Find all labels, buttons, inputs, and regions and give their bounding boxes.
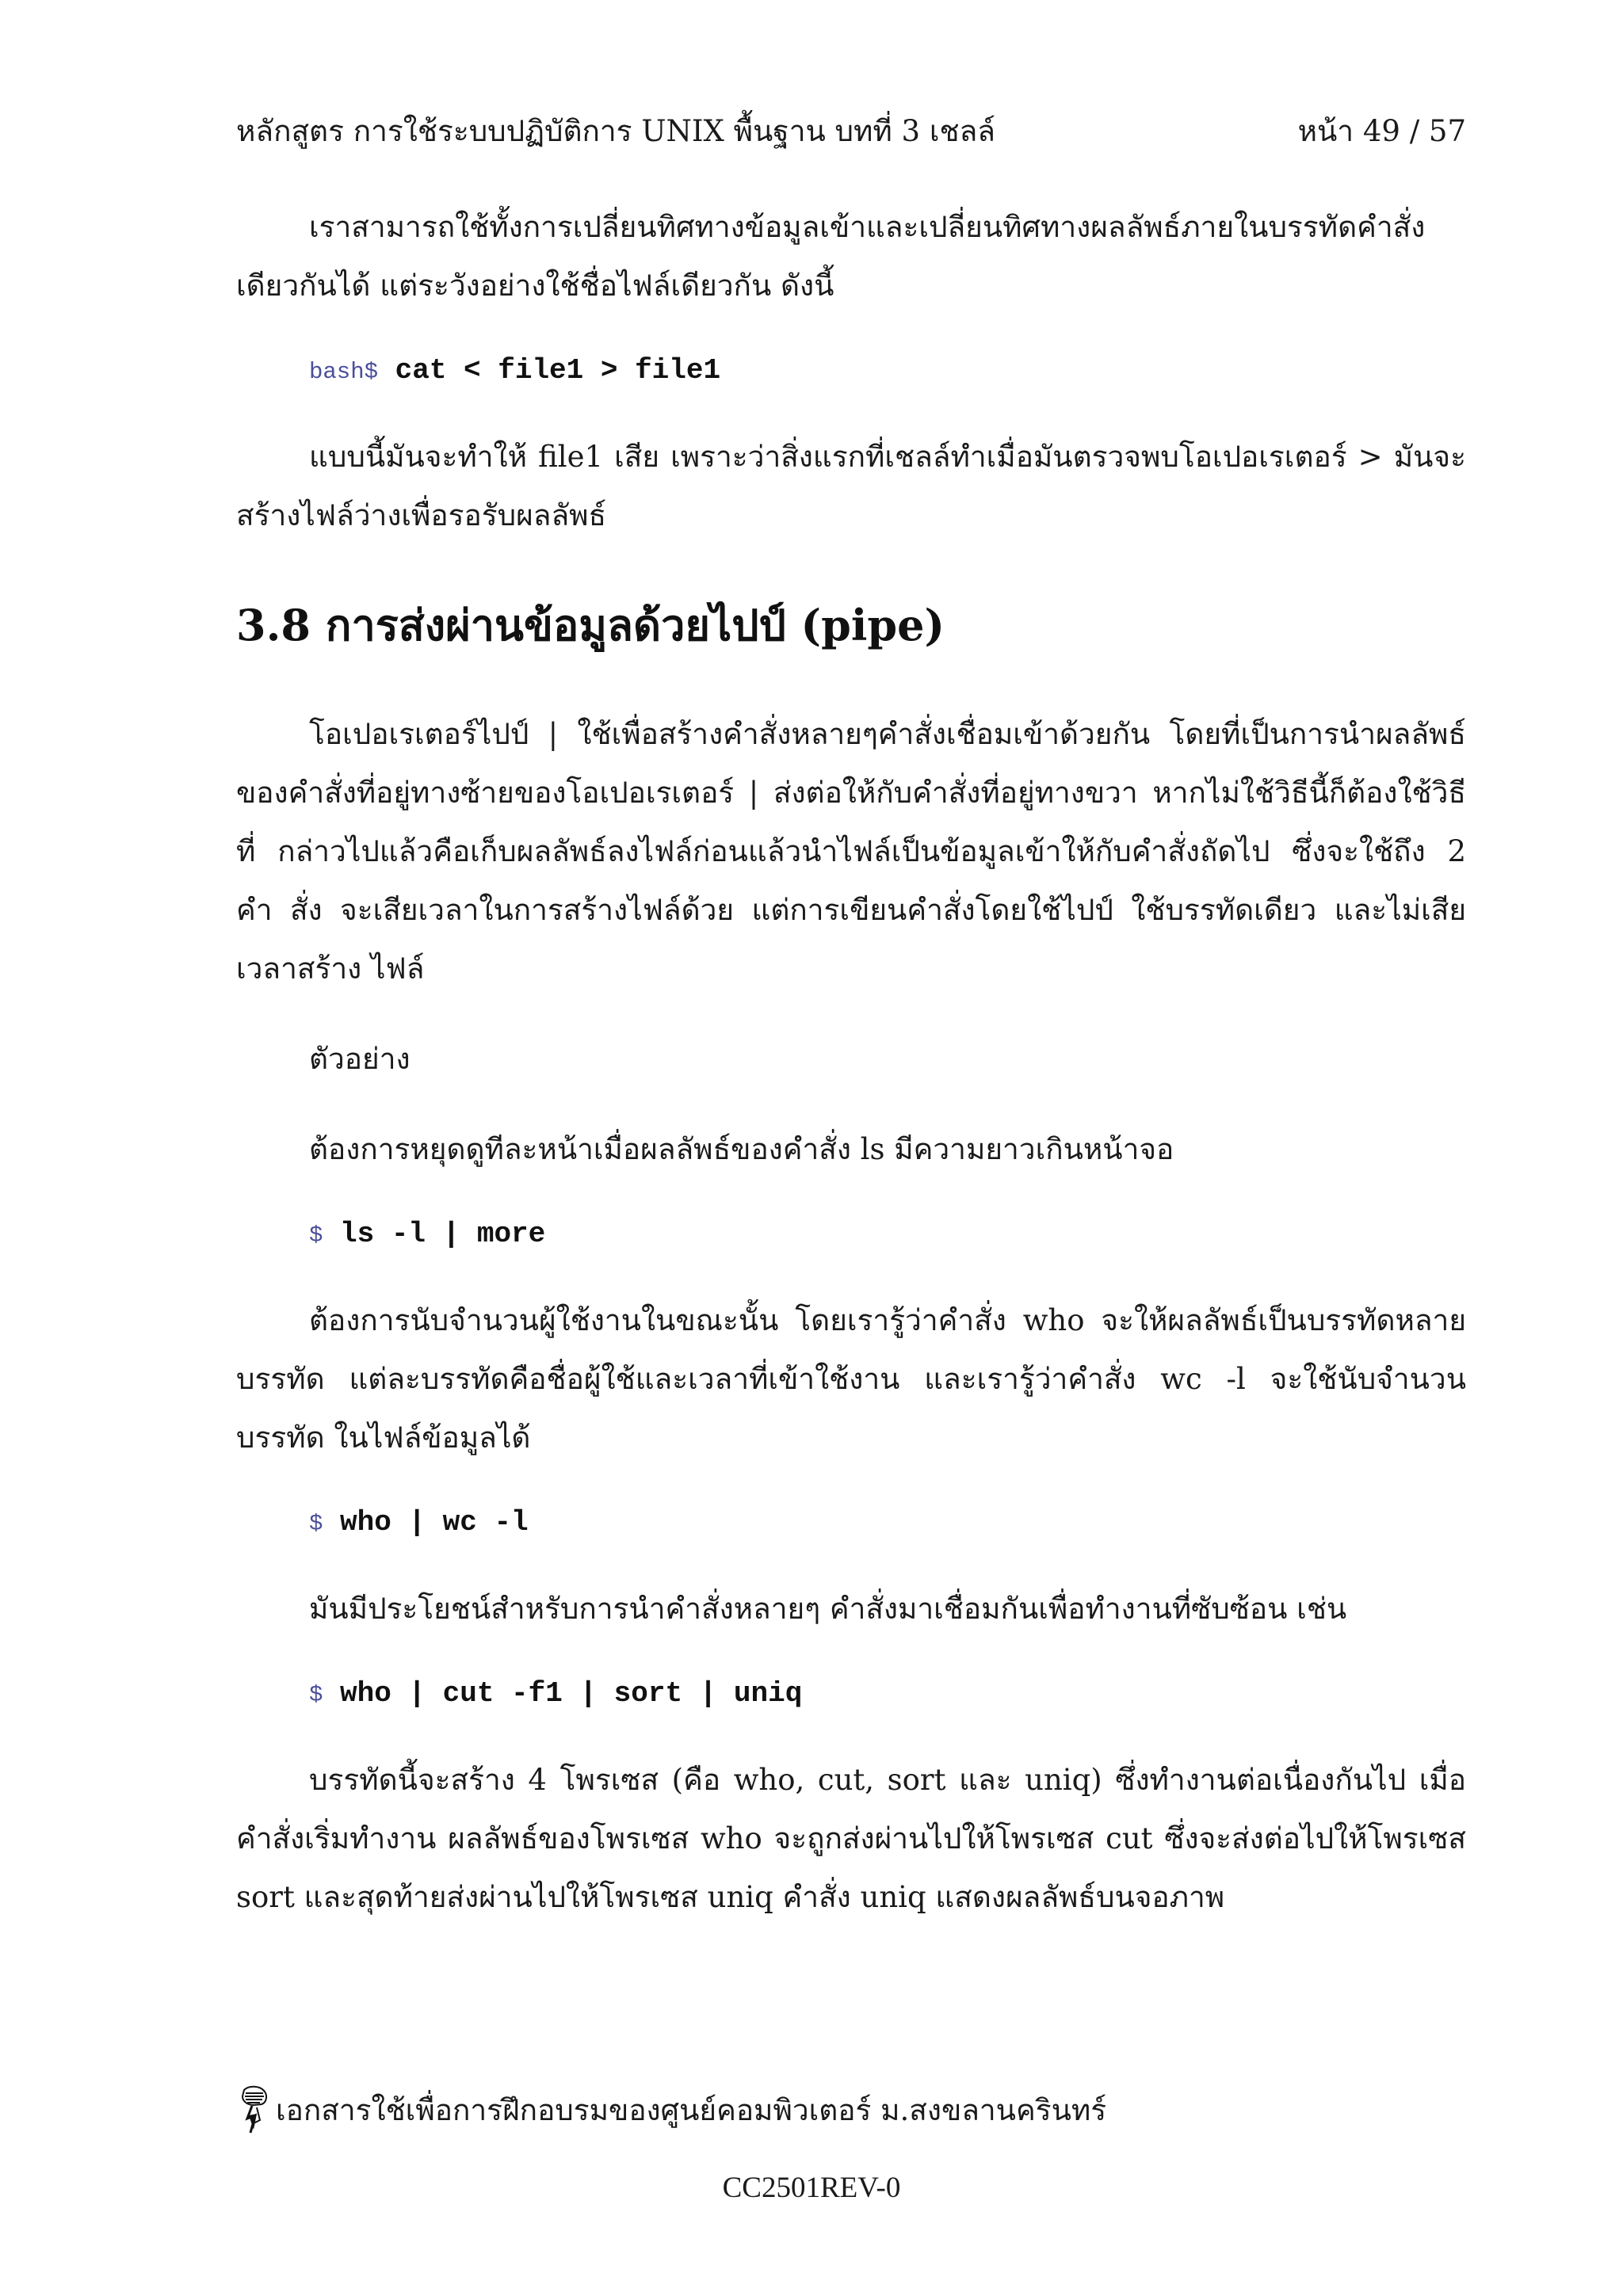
command-example-redirect [236,347,1466,396]
page-header [236,108,1466,155]
command-example-1 [236,1211,1466,1260]
example-3-description: มันมีประโยชน์สำหรับการนำคำสั่งหลายๆ คำสั่งมาเชื่อมกันเพื่อทำงานที่ซับซ้อน เช่น [309,1592,1347,1626]
command-text: who | wc -l [340,1506,529,1539]
page-content [236,198,1466,1927]
example-label: ตัวอย่าง [309,1042,411,1076]
example-1-description: ต้องการหยุดดูทีละหน้าเมื่อผลลัพธ์ของคำสั่ง ls มีความยาวเกินหน้าจอ [309,1132,1174,1166]
command-example-3 [236,1670,1466,1719]
section-paragraph-2: บรรทัดนี้จะสร้าง 4 โพรเซส (คือ who, cut, sort และ uniq) ซึ่งทำงานต่อเนื่องกันไป เมื่อ คำสั่งเริ่มทำงาน ผลลัพธ์ของโพรเซส who จะถูกส่งผ่านไปให้โพรเซส cut ซึ่งจะส่งต่อไปให้โพรเซส sort และสุดท้ายส่งผ่านไปให้โพรเซส uniq คำสั่ง uniq แสดงผลลัพธ์บนจอภาพ [236,1763,1466,1914]
document-code: CC2501REV-0 [722,2172,901,2204]
shell-prompt: $ [309,1222,323,1249]
intro-paragraph-1: เราสามารถใช้ทั้งการเปลี่ยนทิศทางข้อมูลเข้าและเปลี่ยนทิศทางผลลัพธ์ภายในบรรทัดคำสั่ง เดียวกันได้ แต่ระวังอย่างใช้ชื่อไฟล์เดียวกัน ดังนี้ [236,210,1426,303]
course-title: หลักสูตร การใช้ระบบปฏิบัติการ UNIX พื้นฐาน บทที่ 3 เชลล์ [236,114,995,148]
command-text: cat < file1 > file1 [395,354,721,387]
shell-prompt: $ [309,1511,323,1537]
example-2-description: ต้องการนับจำนวนผู้ใช้งานในขณะนั้น โดยเรารู้ว่าคำสั่ง who จะให้ผลลัพธ์เป็นบรรทัดหลาย บรรทัด แต่ละบรรทัดคือชื่อผู้ใช้และเวลาที่เข้าใช้งาน และเรารู้ว่าคำสั่ง wc -l จะใช้นับจำนวนบรรทัด ในไฟล์ข้อมูลได้ [236,1303,1466,1455]
command-example-2 [236,1499,1466,1548]
section-heading: 3.8 การส่งผ่านข้อมูลด้วยไปป์ (pipe) [236,600,945,650]
shell-prompt: bash$ [309,359,379,385]
shell-prompt: $ [309,1682,323,1708]
footer-note: เอกสารใช้เพื่อการฝึกอบรมของศูนย์คอมพิวเตอร์ ม.สงขลานครินทร์ [276,2092,1107,2127]
intro-paragraph-2: แบบนี้มันจะทำให้ file1 เสีย เพราะว่าสิ่งแรกที่เชลล์ทำเมื่อมันตรวจพบโอเปอเรเตอร์ > มันจะ สร้างไฟล์ว่างเพื่อรอรับผลลัพธ์ [236,440,1466,532]
command-text: ls -l | more [340,1218,546,1250]
page-footer [236,2082,1106,2138]
section-paragraph-1: โอเปอเรเตอร์ไปป์ | ใช้เพื่อสร้างคำสั่งหลายๆคำสั่งเชื่อมเข้าด้วยกัน โดยที่เป็นการนำผลลัพธ์ ของคำสั่งที่อยู่ทางซ้ายของโอเปอเรเตอร์ | ส่งต่อให้กับคำสั่งที่อยู่ทางขวา หากไม่ใช้วิธีนี้ก็ต้องใช้วิธีที่ กล่าวไปแล้วคือเก็บผลลัพธ์ลงไฟล์ก่อนแล้วนำไฟล์เป็นข้อมูลเข้าให้กับคำสั่งถัดไป ซึ่งจะใช้ถึง 2 คำ สั่ง จะเสียเวลาในการสร้างไฟล์ด้วย แต่การเขียนคำสั่งโดยใช้ไปป์ ใช้บรรทัดเดียว และไม่เสียเวลาสร้าง ไฟล์ [236,717,1466,986]
document-mascot-icon [236,2084,271,2136]
command-text: who | cut -f1 | sort | uniq [340,1677,803,1710]
page-number: หน้า 49 / 57 [1297,114,1466,148]
